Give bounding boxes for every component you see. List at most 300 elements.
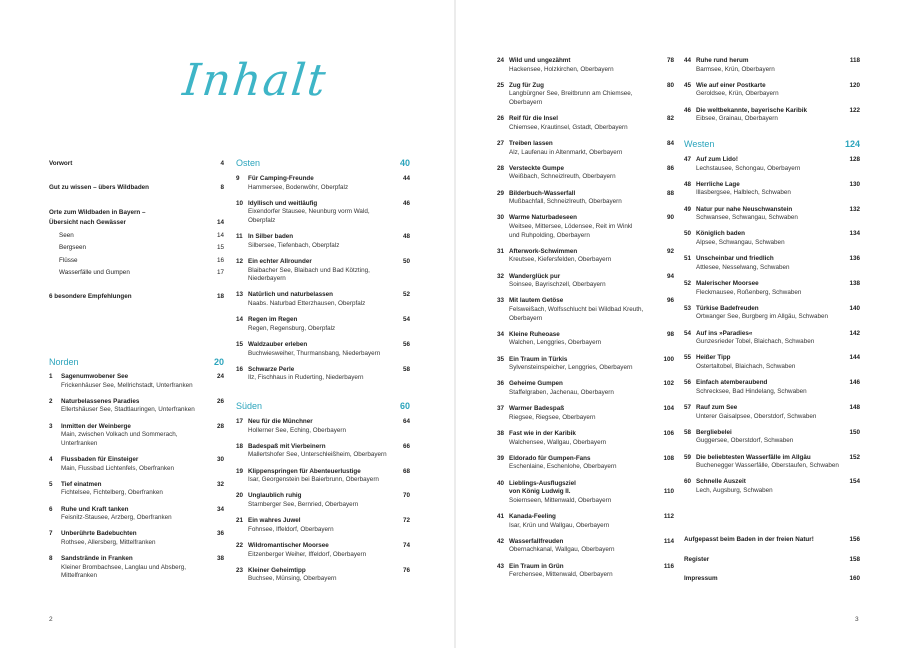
toc-entry[interactable] bbox=[684, 379, 860, 396]
entry-location: Walchensee, Wallgau, Oberbayern bbox=[509, 438, 607, 446]
entry-location: Unterer Gaisalpsee, Oberstdorf, Schwaben bbox=[696, 412, 817, 420]
entry-number: 37 bbox=[497, 405, 505, 413]
entry-location: Mußbachfall, Schneizlreuth, Oberbayern bbox=[509, 198, 622, 206]
entry-location: Regen, Regensburg, Oberpfalz bbox=[248, 324, 336, 332]
toc-entry[interactable] bbox=[236, 316, 410, 333]
entry-location: Mittelfranken bbox=[61, 572, 98, 580]
toc-entry[interactable] bbox=[49, 530, 224, 547]
entry-title: Heißer Tipp bbox=[696, 354, 731, 362]
entry-title: Eldorado für Gumpen-Fans bbox=[509, 454, 591, 462]
entry-page: 24 bbox=[216, 373, 224, 380]
toc-entry[interactable] bbox=[684, 82, 860, 99]
entry-number: 49 bbox=[684, 205, 692, 213]
toc-entry[interactable] bbox=[236, 175, 410, 192]
page-number-right: 3 bbox=[855, 616, 859, 623]
toc-entry[interactable] bbox=[497, 190, 674, 207]
toc-entry[interactable] bbox=[684, 57, 860, 74]
entry-title: Unberührte Badebuchten bbox=[61, 530, 137, 538]
entry-page: 108 bbox=[663, 454, 674, 462]
entry-number: 1 bbox=[49, 373, 53, 380]
toc-entry[interactable] bbox=[49, 481, 224, 498]
entry-title: Regen im Regen bbox=[248, 316, 298, 324]
entry-location: Main, zwischen Volkach und Sommerach, bbox=[61, 431, 178, 439]
entry-location: Rothsee, Allersberg, Mittelfranken bbox=[61, 538, 156, 546]
entry-title: Klippenspringen für Abenteuerlustige bbox=[248, 467, 361, 475]
entry-number: 26 bbox=[497, 115, 505, 123]
front-matter-item[interactable] bbox=[49, 184, 224, 193]
toc-entry[interactable] bbox=[236, 366, 410, 383]
entry-number: 52 bbox=[684, 280, 692, 287]
toc-entry[interactable] bbox=[684, 206, 860, 223]
front-matter-item[interactable] bbox=[49, 244, 224, 253]
entry-number: 20 bbox=[236, 492, 244, 500]
entry-number: 29 bbox=[497, 189, 505, 197]
entry-page: 36 bbox=[216, 530, 224, 538]
entry-location: Ferchensee, Mittenwald, Oberbayern bbox=[509, 571, 613, 579]
entry-title: Auf ins »Paradies« bbox=[696, 329, 753, 337]
back-matter-label: Aufgepasst beim Baden in der freien Natur! bbox=[684, 536, 814, 543]
section-page: 124 bbox=[844, 139, 860, 149]
entry-number: 13 bbox=[236, 291, 244, 299]
front-matter-item[interactable] bbox=[49, 293, 224, 302]
entry-location: Guggersee, Oberstdorf, Schwaben bbox=[696, 437, 794, 445]
entry-number: 55 bbox=[684, 354, 692, 362]
front-matter-page: 15 bbox=[216, 244, 224, 251]
entry-page: 140 bbox=[849, 304, 860, 312]
entry-page: 152 bbox=[849, 453, 860, 461]
toc-entry[interactable] bbox=[236, 443, 410, 460]
front-matter-label: 6 besondere Empfehlungen bbox=[49, 293, 132, 300]
entry-number: 54 bbox=[684, 329, 692, 337]
toc-entry[interactable] bbox=[236, 567, 410, 584]
entry-number: 16 bbox=[236, 365, 244, 373]
entry-page: 120 bbox=[849, 81, 860, 89]
toc-entry[interactable] bbox=[497, 115, 674, 132]
toc-entry[interactable] bbox=[684, 305, 860, 322]
entry-page: 86 bbox=[666, 164, 674, 172]
entry-location: Frickenhäuser See, Mellrichstadt, Unterfranken bbox=[61, 381, 193, 389]
entry-location: Starnberger See, Bernried, Oberbayern bbox=[248, 500, 359, 508]
toc-entry[interactable] bbox=[497, 57, 674, 74]
toc-entry[interactable] bbox=[497, 165, 674, 182]
entry-page: 38 bbox=[216, 555, 224, 563]
toc-title: Inhalt bbox=[180, 55, 330, 106]
entry-page: 116 bbox=[663, 562, 674, 570]
entry-location: Ostertaltobel, Blaichach, Schwaben bbox=[696, 362, 796, 370]
front-matter-label: Wasserfälle und Gumpen bbox=[59, 269, 130, 276]
entry-number: 44 bbox=[684, 57, 692, 64]
entry-location: Illasbergsee, Halblech, Schwaben bbox=[696, 189, 791, 197]
entry-number: 12 bbox=[236, 258, 244, 265]
entry-page: 72 bbox=[402, 517, 410, 525]
toc-entry[interactable] bbox=[49, 555, 224, 581]
toc-entry[interactable] bbox=[497, 405, 674, 422]
entry-location: Schwansee, Schwangau, Schwaben bbox=[696, 214, 798, 222]
entry-location: Alpsee, Schwangau, Schwaben bbox=[696, 238, 785, 246]
toc-entry[interactable] bbox=[236, 200, 410, 226]
front-matter-page: 17 bbox=[216, 269, 224, 276]
entry-title: Auf zum Lido! bbox=[696, 156, 738, 163]
toc-entry[interactable] bbox=[497, 82, 674, 108]
entry-page: 106 bbox=[663, 430, 674, 437]
toc-entry[interactable] bbox=[236, 542, 410, 559]
entry-page: 80 bbox=[666, 81, 674, 89]
entry-title: Flussbaden für Einsteiger bbox=[61, 456, 139, 463]
toc-entry[interactable] bbox=[49, 423, 224, 449]
entry-title: Sandstrände in Franken bbox=[61, 555, 133, 563]
toc-entry[interactable] bbox=[236, 233, 410, 250]
entry-location: Feisnitz-Stausee, Arzberg, Oberfranken bbox=[61, 514, 172, 522]
entry-number: 58 bbox=[684, 428, 692, 436]
entry-page: 30 bbox=[216, 456, 224, 463]
entry-number: 41 bbox=[497, 513, 505, 520]
entry-title: Für Camping-Freunde bbox=[248, 175, 314, 182]
entry-number: 10 bbox=[236, 199, 244, 207]
section-page: 20 bbox=[213, 357, 224, 367]
entry-page: 118 bbox=[849, 57, 860, 64]
entry-title: Die beliebtesten Wasserfälle im Allgäu bbox=[696, 453, 811, 461]
entry-title: Inmitten der Weinberge bbox=[61, 422, 131, 430]
entry-title: Wasserfallfreuden bbox=[509, 537, 564, 545]
entry-number: 8 bbox=[49, 555, 53, 563]
entry-page: 66 bbox=[402, 442, 410, 450]
toc-entry[interactable] bbox=[684, 478, 860, 495]
toc-entry[interactable] bbox=[497, 380, 674, 397]
entry-page: 94 bbox=[666, 272, 674, 280]
toc-entry[interactable] bbox=[497, 140, 674, 157]
toc-entry[interactable] bbox=[497, 563, 674, 580]
entry-title: Kanada-Feeling bbox=[509, 513, 556, 520]
entry-page: 54 bbox=[402, 316, 410, 324]
front-matter-label: Gut zu wissen – übers Wildbaden bbox=[49, 184, 150, 191]
entry-title: Unscheinbar und friedlich bbox=[696, 255, 774, 263]
entry-number: 32 bbox=[497, 272, 505, 280]
front-matter-label: Vorwort bbox=[49, 160, 73, 167]
entry-title: Natur pur nahe Neuschwanstein bbox=[696, 205, 793, 213]
entry-location: Niederbayern bbox=[248, 275, 286, 283]
toc-entry[interactable] bbox=[684, 181, 860, 198]
entry-page: 50 bbox=[402, 258, 410, 265]
entry-title: Badespaß mit Vierbeinern bbox=[248, 442, 326, 450]
toc-entry[interactable] bbox=[684, 156, 860, 173]
entry-number: 5 bbox=[49, 480, 53, 488]
entry-number: 6 bbox=[49, 505, 53, 513]
entry-page: 58 bbox=[402, 365, 410, 373]
entry-title: Rauf zum See bbox=[696, 404, 738, 411]
back-matter-label: Impressum bbox=[684, 575, 718, 582]
entry-location: Hackensee, Holzkirchen, Oberbayern bbox=[509, 65, 614, 73]
entry-page: 114 bbox=[663, 537, 674, 545]
entry-title: Königlich baden bbox=[696, 230, 745, 238]
entry-number: 47 bbox=[684, 156, 692, 163]
entry-location: Kleiner Brombachsee, Langlau und Absberg, bbox=[61, 563, 186, 571]
toc-entry[interactable] bbox=[236, 341, 410, 358]
entry-page: 138 bbox=[849, 280, 860, 287]
entry-number: 57 bbox=[684, 404, 692, 411]
toc-entry[interactable] bbox=[236, 468, 410, 485]
entry-title: Geheime Gumpen bbox=[509, 380, 563, 388]
entry-location: Oberpfalz bbox=[248, 216, 276, 224]
entry-page: 142 bbox=[849, 329, 860, 337]
toc-entry[interactable] bbox=[497, 297, 674, 323]
entry-number: 14 bbox=[236, 316, 244, 324]
entry-title-continued: von König Ludwig II. bbox=[509, 488, 571, 496]
entry-title: Fast wie in der Karibik bbox=[509, 430, 576, 437]
entry-location: Ellertshäuser See, Stadtlauringen, Unterfranken bbox=[61, 406, 195, 414]
entry-page: 144 bbox=[849, 354, 860, 362]
entry-title: Lieblings-Ausflugsziel bbox=[509, 479, 576, 487]
entry-title: Malerischer Moorsee bbox=[696, 280, 759, 287]
entry-location: Unterfranken bbox=[61, 439, 98, 447]
entry-location: Fichtelsee, Fichtelberg, Oberfranken bbox=[61, 489, 163, 497]
front-matter-page: 18 bbox=[216, 293, 224, 300]
entry-location: Sylvensteinspeicher, Lenggries, Oberbayern bbox=[509, 364, 633, 372]
toc-entry[interactable] bbox=[684, 255, 860, 272]
entry-title: Natürlich und naturbelassen bbox=[248, 291, 334, 299]
entry-number: 28 bbox=[497, 164, 505, 172]
toc-entry[interactable] bbox=[497, 273, 674, 290]
entry-location: Buchsee, Münsing, Oberbayern bbox=[248, 575, 337, 583]
entry-page: 146 bbox=[849, 379, 860, 387]
gutter bbox=[454, 0, 456, 648]
entry-title: Versteckte Gumpe bbox=[509, 164, 564, 172]
entry-number: 3 bbox=[49, 422, 53, 430]
entry-location: Obernachkanal, Wallgau, Oberbayern bbox=[509, 546, 615, 554]
front-matter-item[interactable] bbox=[49, 160, 224, 169]
toc-entry[interactable] bbox=[497, 430, 674, 447]
toc-entry[interactable] bbox=[684, 354, 860, 371]
toc-entry[interactable] bbox=[49, 456, 224, 473]
entry-number: 31 bbox=[497, 247, 505, 255]
section-heading[interactable] bbox=[236, 158, 410, 168]
entry-title: Ruhe rund herum bbox=[696, 57, 749, 64]
toc-entry[interactable] bbox=[497, 248, 674, 265]
entry-page: 136 bbox=[849, 255, 860, 263]
entry-page: 154 bbox=[849, 478, 860, 486]
entry-number: 2 bbox=[49, 397, 53, 405]
toc-entry[interactable] bbox=[497, 538, 674, 555]
entry-page: 88 bbox=[666, 189, 674, 197]
entry-title: Warme Naturbadeseen bbox=[509, 214, 578, 222]
entry-page: 82 bbox=[666, 115, 674, 123]
entry-title: Tief einatmen bbox=[61, 480, 102, 488]
entry-location: Eschenlaine, Eschenlohe, Oberbayern bbox=[509, 463, 617, 471]
entry-location: und Ruhpolding, Oberbayern bbox=[509, 231, 590, 239]
toc-entry[interactable] bbox=[49, 506, 224, 523]
entry-title: Ein wahres Juwel bbox=[248, 517, 301, 525]
entry-location: Eitzenberger Weiher, Iffeldorf, Oberbayern bbox=[248, 550, 367, 558]
section-page: 60 bbox=[399, 401, 410, 411]
entry-page: 46 bbox=[402, 199, 410, 207]
entry-title: Wild und ungezähmt bbox=[509, 57, 571, 64]
section-heading[interactable] bbox=[236, 401, 410, 411]
entry-number: 9 bbox=[236, 175, 240, 182]
entry-title: Einfach atemberaubend bbox=[696, 379, 768, 387]
section-name: Osten bbox=[236, 158, 261, 168]
entry-page: 70 bbox=[402, 492, 410, 500]
entry-page: 122 bbox=[849, 106, 860, 114]
entry-title: Wie auf einer Postkarte bbox=[696, 81, 766, 89]
front-matter-item[interactable] bbox=[49, 219, 224, 228]
entry-page: 112 bbox=[663, 513, 674, 520]
entry-page: 84 bbox=[666, 140, 674, 147]
entry-number: 18 bbox=[236, 442, 244, 450]
entry-title: Ruhe und Kraft tanken bbox=[61, 505, 129, 513]
entry-location: Soinsee, Bayrischzell, Oberbayern bbox=[509, 281, 606, 289]
page-number-left: 2 bbox=[49, 616, 53, 623]
entry-number: 43 bbox=[497, 562, 505, 570]
toc-entry[interactable] bbox=[236, 418, 410, 435]
entry-number: 50 bbox=[684, 230, 692, 238]
entry-location: Blaibacher See, Blaibach und Bad Kötzting, bbox=[248, 266, 370, 274]
front-matter-item[interactable] bbox=[49, 257, 224, 266]
entry-location: Schrecksee, Bad Hindelang, Schwaben bbox=[696, 387, 807, 395]
toc-entry[interactable] bbox=[49, 398, 224, 415]
entry-page: 34 bbox=[216, 505, 224, 513]
section-heading[interactable] bbox=[684, 139, 860, 149]
entry-location: Eixendorfer Stausee, Neunburg vorm Wald, bbox=[248, 208, 370, 216]
entry-number: 39 bbox=[497, 454, 505, 462]
entry-location: Staffelgraben, Jachenau, Oberbayern bbox=[509, 388, 614, 396]
front-matter-item[interactable] bbox=[49, 209, 224, 218]
entry-title: Idyllisch und weitläufig bbox=[248, 199, 318, 207]
toc-entry[interactable] bbox=[236, 517, 410, 534]
toc-entry[interactable] bbox=[497, 480, 674, 506]
toc-entry[interactable] bbox=[236, 258, 410, 284]
entry-page: 134 bbox=[849, 230, 860, 238]
entry-number: 59 bbox=[684, 453, 692, 461]
front-matter-page: 14 bbox=[216, 219, 224, 226]
entry-number: 17 bbox=[236, 418, 244, 425]
front-matter-item[interactable] bbox=[49, 269, 224, 278]
entry-location: Lechstausee, Schongau, Oberbayern bbox=[696, 164, 801, 172]
entry-location: Oberbayern bbox=[509, 314, 543, 322]
entry-number: 27 bbox=[497, 140, 505, 147]
entry-title: Zug für Zug bbox=[509, 81, 544, 89]
entry-number: 53 bbox=[684, 304, 692, 312]
entry-title: Neu für die Münchner bbox=[248, 418, 313, 425]
entry-location: Isar, Krün und Wallgau, Oberbayern bbox=[509, 521, 610, 529]
section-heading[interactable] bbox=[49, 357, 224, 367]
entry-location: Hammersee, Bodenwöhr, Oberpfalz bbox=[248, 183, 349, 191]
section-name: Süden bbox=[236, 401, 263, 411]
entry-page: 32 bbox=[216, 480, 224, 488]
section-name: Westen bbox=[684, 139, 715, 149]
entry-number: 11 bbox=[236, 233, 243, 241]
entry-location: Eibsee, Grainau, Oberbayern bbox=[696, 115, 778, 123]
entry-title: Reif für die Insel bbox=[509, 115, 558, 123]
toc-entry[interactable] bbox=[236, 291, 410, 308]
toc-entry[interactable] bbox=[497, 513, 674, 530]
toc-entry[interactable] bbox=[684, 230, 860, 247]
entry-location: Fohnsee, Iffeldorf, Oberbayern bbox=[248, 525, 334, 533]
entry-title: Schnelle Auszeit bbox=[696, 478, 746, 486]
toc-entry[interactable] bbox=[684, 107, 860, 124]
back-matter-item[interactable] bbox=[684, 556, 860, 565]
entry-page: 26 bbox=[216, 397, 224, 405]
toc-entry[interactable] bbox=[497, 455, 674, 472]
entry-location: Isar, Georgenstein bei Baierbrunn, Oberbayern bbox=[248, 476, 379, 484]
entry-page: 102 bbox=[663, 380, 674, 388]
entry-title: Treiben lassen bbox=[509, 140, 553, 147]
entry-number: 33 bbox=[497, 297, 505, 305]
front-matter-label: Bergseen bbox=[59, 244, 86, 251]
toc-entry[interactable] bbox=[49, 373, 224, 390]
front-matter-label: Übersicht nach Gewässer bbox=[49, 219, 126, 226]
entry-location: Weitsee, Mittersee, Lödensee, Reit im Winkl bbox=[509, 222, 633, 230]
toc-entry[interactable] bbox=[684, 429, 860, 446]
entry-title: Kleiner Geheimtipp bbox=[248, 566, 306, 574]
entry-page: 96 bbox=[666, 297, 674, 305]
entry-number: 36 bbox=[497, 380, 505, 388]
entry-page: 90 bbox=[666, 214, 674, 222]
entry-page: 150 bbox=[849, 428, 860, 436]
front-matter-item[interactable] bbox=[49, 232, 224, 241]
toc-entry[interactable] bbox=[497, 356, 674, 373]
entry-location: Lech, Augsburg, Schwaben bbox=[696, 486, 773, 494]
toc-entry[interactable] bbox=[684, 280, 860, 297]
entry-location: Attlesee, Nesselwang, Schwaben bbox=[696, 263, 790, 271]
entry-page: 64 bbox=[402, 418, 410, 425]
entry-page: 100 bbox=[663, 355, 674, 363]
entry-number: 24 bbox=[497, 57, 505, 64]
entry-location: Kreutsee, Kiefersfelden, Oberbayern bbox=[509, 256, 612, 264]
entry-number: 40 bbox=[497, 479, 505, 487]
entry-title: Wanderglück pur bbox=[509, 272, 561, 280]
back-matter-item[interactable] bbox=[684, 575, 860, 584]
entry-location: Buchenegger Wasserfälle, Oberstaufen, Schwaben bbox=[696, 462, 839, 470]
entry-location: Walchen, Lenggries, Oberbayern bbox=[509, 339, 602, 347]
front-matter-label: Seen bbox=[59, 232, 74, 239]
entry-page: 104 bbox=[663, 405, 674, 413]
entry-location: Weißbach, Schneizlreuth, Oberbayern bbox=[509, 173, 616, 181]
entry-page: 74 bbox=[402, 542, 410, 549]
entry-location: Felsweißach, Wolfsschlucht bei Wildbad Kreuth, bbox=[509, 305, 644, 313]
entry-number: 19 bbox=[236, 467, 244, 475]
entry-title: Kleine Ruheoase bbox=[509, 330, 560, 338]
back-matter-page: 156 bbox=[849, 536, 860, 543]
entry-title: Bergliebelei bbox=[696, 428, 732, 436]
entry-number: 34 bbox=[497, 330, 505, 338]
entry-location: Soiernseen, Mittenwald, Oberbayern bbox=[509, 496, 612, 504]
entry-location: Alz, Laufenau in Altenmarkt, Oberbayern bbox=[509, 148, 623, 156]
entry-number: 35 bbox=[497, 355, 505, 363]
entry-number: 56 bbox=[684, 379, 692, 387]
entry-number: 48 bbox=[684, 180, 692, 188]
toc-entry[interactable] bbox=[684, 330, 860, 347]
entry-location: Fleckmausee, Roßenberg, Schwaben bbox=[696, 288, 802, 296]
entry-page: 92 bbox=[666, 247, 674, 255]
toc-entry[interactable] bbox=[497, 331, 674, 348]
entry-page: 76 bbox=[402, 566, 410, 574]
entry-title: In Silber baden bbox=[248, 233, 294, 241]
entry-location: Riegsee, Riegsee, Oberbayern bbox=[509, 413, 596, 421]
entry-location: Chiemsee, Krautinsel, Gstadt, Oberbayern bbox=[509, 123, 628, 131]
entry-title: Waldzauber erleben bbox=[248, 341, 308, 348]
back-matter-page: 160 bbox=[849, 575, 860, 582]
entry-title: Ein echter Allrounder bbox=[248, 258, 312, 265]
entry-page: 110 bbox=[663, 488, 674, 496]
back-matter-item[interactable] bbox=[684, 536, 860, 545]
front-matter-page: 8 bbox=[220, 184, 224, 191]
toc-entry[interactable] bbox=[684, 454, 860, 471]
toc-entry[interactable] bbox=[497, 214, 674, 240]
entry-location: Barmsee, Krün, Oberbayern bbox=[696, 65, 775, 73]
toc-entry[interactable] bbox=[684, 404, 860, 421]
toc-entry[interactable] bbox=[236, 492, 410, 509]
entry-page: 28 bbox=[216, 422, 224, 430]
entry-title: Unglaublich ruhig bbox=[248, 492, 302, 500]
